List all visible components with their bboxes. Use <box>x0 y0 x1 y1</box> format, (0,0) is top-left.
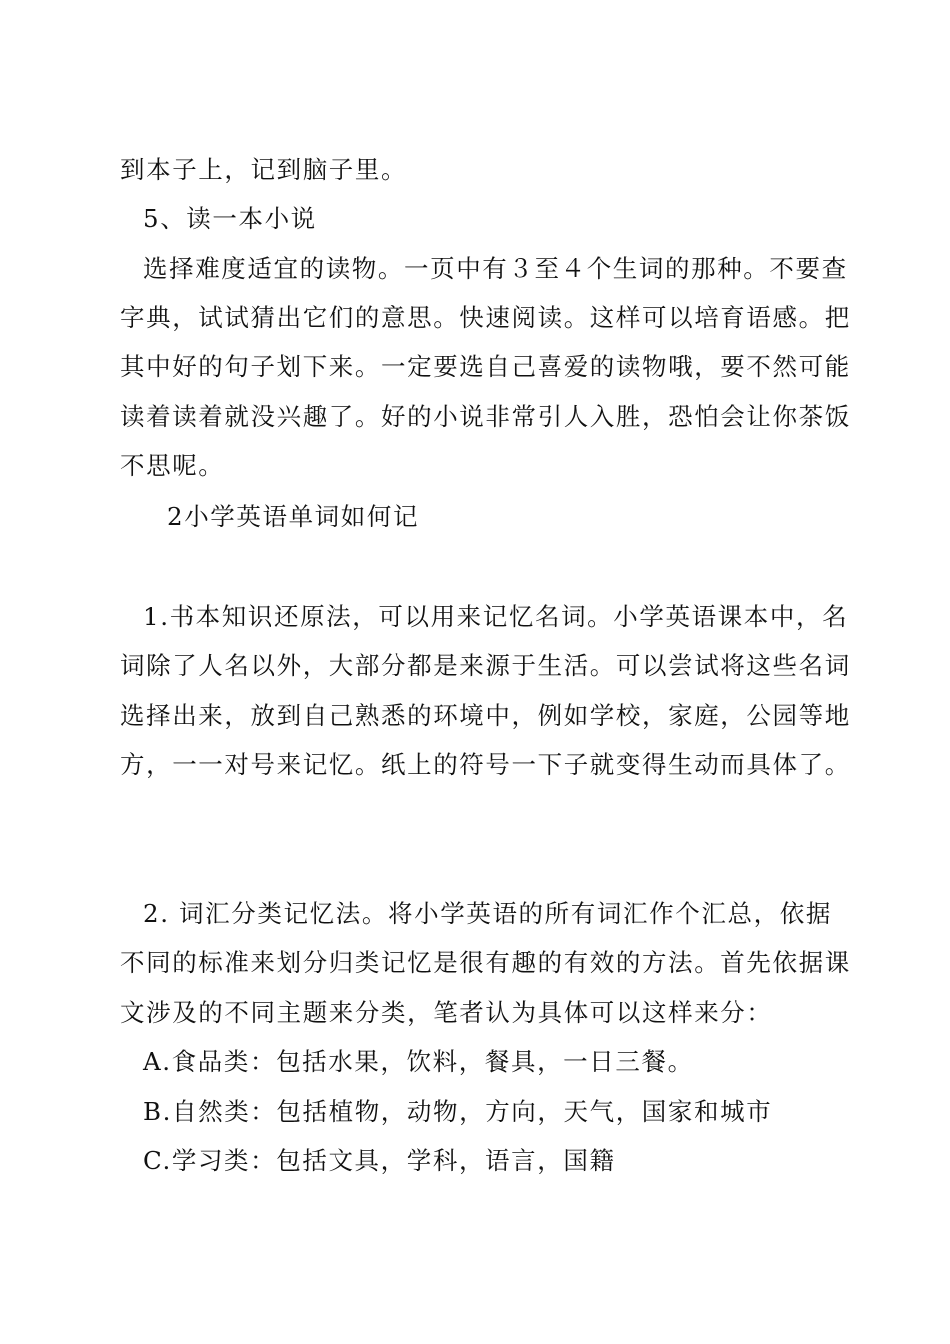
paragraph-line: 选择难度适宜的读物。一页中有３至４个生词的那种。不要查 <box>143 254 848 283</box>
list-item: C.学习类：包括文具，学科，语言，国籍 <box>143 1146 616 1175</box>
list-item: A.食品类：包括水果，饮料，餐具，一日三餐。 <box>143 1047 694 1076</box>
paragraph-line: 词除了人名以外，大部分都是来源于生活。可以尝试将这些名词 <box>120 651 851 680</box>
paragraph-line: 2. 词汇分类记忆法。将小学英语的所有词汇作个汇总，依据 <box>143 899 832 928</box>
section-heading: 5、读一本小说 <box>143 204 317 233</box>
list-item: B.自然类：包括植物，动物，方向，天气，国家和城市 <box>143 1097 773 1126</box>
paragraph-line: 不思呢。 <box>120 451 225 480</box>
paragraph-line: 1.书本知识还原法，可以用来记忆名词。小学英语课本中，名 <box>143 602 849 631</box>
paragraph-line: 字典，试试猜出它们的意思。快速阅读。这样可以培育语感。把 <box>120 303 851 332</box>
paragraph-line: 选择出来，放到自己熟悉的环境中，例如学校，家庭，公园等地 <box>120 701 851 730</box>
paragraph-line: 方，一一对号来记忆。纸上的符号一下子就变得生动而具体了。 <box>120 750 851 779</box>
paragraph-line: 文涉及的不同主题来分类，笔者认为具体可以这样来分： <box>120 998 773 1027</box>
paragraph-line: 其中好的句子划下来。一定要选自己喜爱的读物哦，要不然可能 <box>120 352 851 381</box>
paragraph-line: 读着读着就没兴趣了。好的小说非常引人入胜，恐怕会让你茶饭 <box>120 402 851 431</box>
section-title: 2小学英语单词如何记 <box>167 502 420 531</box>
paragraph-line: 到本子上，记到脑子里。 <box>120 155 408 184</box>
paragraph-line: 不同的标准来划分归类记忆是很有趣的有效的方法。首先依据课 <box>120 948 851 977</box>
